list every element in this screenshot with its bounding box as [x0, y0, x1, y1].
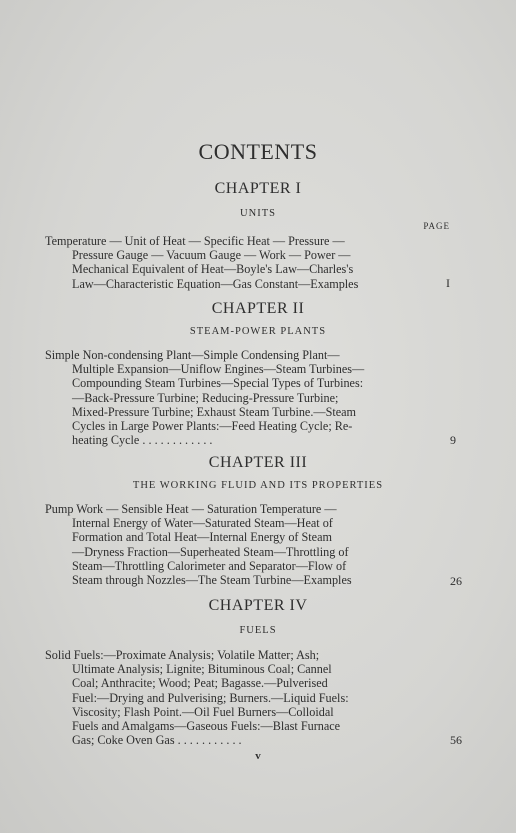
entry-line: Fuels and Amalgams—Gaseous Fuels:—Blast Furnace — [72, 718, 341, 733]
entry-line: Fuel:—Drying and Pulverising; Burners.—Liquid Fuels: — [72, 690, 349, 705]
chapter-4-page-number: 56 — [450, 733, 462, 747]
entry-line: Ultimate Analysis; Lignite; Bituminous Coal; Cannel — [72, 662, 332, 677]
entry-line: Viscosity; Flash Point.—Oil Fuel Burners—Colloidal — [72, 704, 334, 719]
contents-heading: CONTENTS — [198, 139, 318, 164]
entry-line: Internal Energy of Water—Saturated Steam—Heat of — [72, 516, 333, 531]
entry-line: heating Cycle . . . . . . . . . . . . — [72, 433, 213, 448]
chapter-1-entry — [45, 234, 450, 291]
chapter-1-subtitle: UNITS — [240, 208, 276, 219]
entry-line: Formation and Total Heat—Internal Energy of Steam — [72, 530, 332, 545]
entry-line: Steam—Throttling Calorimeter and Separator—Flow of — [72, 558, 347, 573]
page-column-heading: PAGE — [423, 221, 450, 231]
entry-line: Simple Non-condensing Plant—Simple Condensing Plant— — [45, 348, 340, 362]
chapter-1-page-number: I — [446, 276, 450, 290]
page-folio: v — [255, 750, 261, 762]
entry-line: Solid Fuels:—Proximate Analysis; Volatile Matter; Ash; — [45, 648, 320, 662]
chapter-3-subtitle: THE WORKING FLUID AND ITS PROPERTIES — [132, 480, 384, 491]
chapter-4-subtitle: FUELS — [239, 625, 277, 636]
entry-line: Gas; Coke Oven Gas . . . . . . . . . . . — [72, 733, 242, 748]
entry-line: Steam through Nozzles—The Steam Turbine—Examples — [72, 572, 352, 587]
chapter-4-entry — [45, 648, 450, 747]
entry-line: Temperature — Unit of Heat — Specific Heat — Pressure — — [45, 234, 345, 248]
entry-line: Compounding Steam Turbines—Special Types of Turbines: — [72, 376, 364, 391]
entry-line: Coal; Anthracite; Wood; Peat; Bagasse.—Pulverised — [72, 676, 328, 691]
entry-line: Multiple Expansion—Uniflow Engines—Steam Turbines— — [72, 362, 365, 377]
entry-line: Cycles in Large Power Plants:—Feed Heating Cycle; Re- — [72, 418, 353, 433]
chapter-4-title: CHAPTER IV — [208, 597, 308, 614]
chapter-2-entry — [45, 348, 450, 447]
entry-line: Pump Work — Sensible Heat — Saturation Temperature — — [45, 502, 337, 516]
chapter-3-title: CHAPTER III — [208, 454, 308, 471]
chapter-2-page-number: 9 — [450, 433, 456, 447]
chapter-3-page-number: 26 — [450, 574, 462, 588]
entry-line: —Back-Pressure Turbine; Reducing-Pressure Turbine; — [72, 390, 339, 405]
chapter-1-title: CHAPTER I — [214, 180, 302, 197]
entry-line: —Dryness Fraction—Superheated Steam—Throttling of — [72, 544, 349, 559]
chapter-2-subtitle: STEAM-POWER PLANTS — [189, 326, 327, 337]
entry-line: Law—Characteristic Equation—Gas Constant—Examples — [72, 276, 359, 291]
chapter-2-title: CHAPTER II — [211, 300, 305, 317]
entry-line: Mixed-Pressure Turbine; Exhaust Steam Turbine.—Steam — [72, 404, 357, 419]
chapter-3-entry — [45, 502, 450, 587]
entry-line: Pressure Gauge — Vacuum Gauge — Work — Power — — [72, 248, 351, 263]
entry-line: Mechanical Equivalent of Heat—Boyle's Law—Charles's — [72, 262, 354, 277]
